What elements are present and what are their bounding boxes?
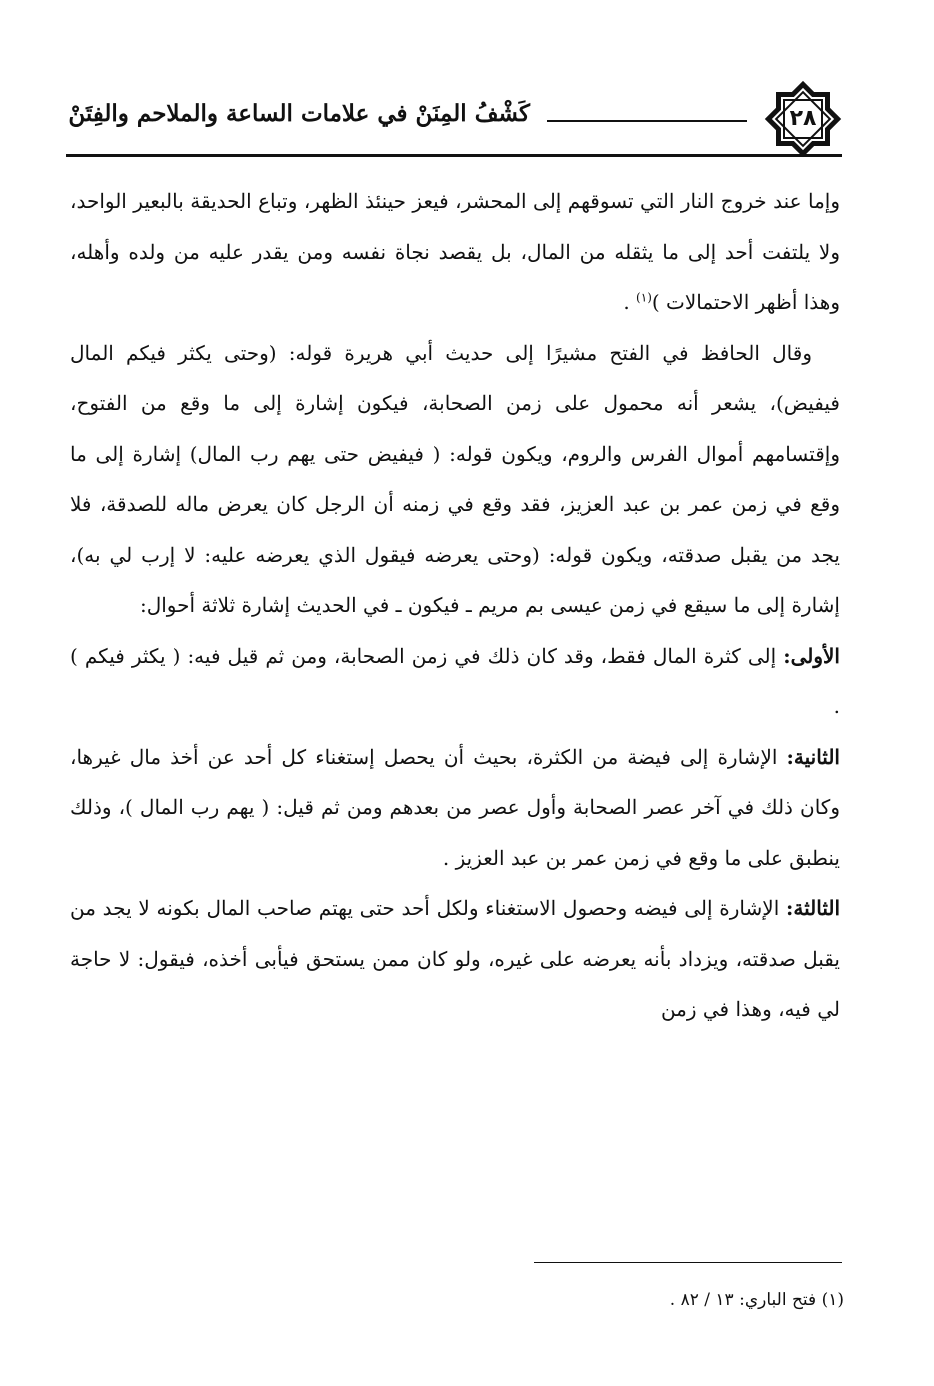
term-third: الثالثة: [785,896,840,920]
paragraph-1-end: . [623,290,637,314]
page-number: ٢٨ [789,106,817,131]
running-title: كَشْفُ المِنَنْ في علامات الساعة والملاحم والفِتَنْ [68,100,530,127]
paragraph-2: وقال الحافظ في الفتح مشيرًا إلى حديث أبي هريرة قوله: (وحتى يكثر فيكم المال فيفيض)، يشعر أنه محمول على زمن الصحابة، فيكون إشارة إلى ما وقع من الفتوح، وإقتسامهم أموال الفرس والروم، ويكون قوله: ( فيفيض حتى يهم رب المال) إشارة إلى ما وقع في زمن عمر بن عبد العزيز، فقد وقع في زمنه أن الرجل كان يعرض ماله للصدقة، فلا يجد من يقبل صدقته، ويكون قوله: (وحتى يعرضه فيقول الذي يعرضه عليه: لا إرب لي به)، إشارة إلى ما سيقع في زمن عيسى بم مريم ـ فيكون ـ في الحديث إشارة ثلاثة أحوال: [70,340,840,617]
term-second: الثانية: [786,744,840,769]
footnote: (١) فتح الباري: ١٣ / ٨٢ . [669,1290,844,1310]
paragraph-second-state [70,732,840,884]
paragraph-third-state-text: الإشارة إلى فيضه وحصول الاستغناء ولكل أحد حتى يهتم صاحب المال بكونه لا يجد من يقبل صدقته، ويزداد بأنه يعرضه على غيره، ولو كان ممن يستحق فيأبى أخذه، فيقول: لا حاجة لي فيه، وهذا في زمن [70,896,840,1021]
header-rule [66,154,842,157]
paragraph-first-state-text: إلى كثرة المال فقط، وقد كان ذلك في زمن الصحابة، ومن ثم قيل فيه: ( يكثر فيكم ) . [70,643,840,718]
paragraph-1 [70,176,840,328]
footnote-ref: (١) [636,290,652,305]
paragraph-second-state-text: الإشارة إلى فيضة من الكثرة، بحيث أن يحصل إستغناء كل أحد عن أخذ مال غيرها، وكان ذلك في آخر عصر الصحابة وأول عصر من بعدهم ومن ثم قيل: ( يهم رب المال )، وذلك ينطبق على ما وقع في زمن عمر بن عبد العزيز . [70,744,840,870]
paragraph-1-text: وإما عند خروج النار التي تسوقهم إلى المحشر، فيعز حينئذ الظهر، وتباع الحديقة بالبعير الواحد، ولا يلتفت أحد إلى ما يثقله من المال، بل يقصد نجاة نفسه ومن يقدر عليه من ولده وأهله، وهذا أظهر الاحتمالات ) [70,189,840,314]
title-dash [547,120,747,122]
footnote-rule [534,1262,842,1263]
paragraph-first-state [70,631,840,732]
page-number-badge [764,80,842,158]
paragraph-third-state [70,883,840,1035]
body-text [70,176,840,1256]
page-header [66,80,842,158]
term-first: الأولى: [783,643,840,668]
